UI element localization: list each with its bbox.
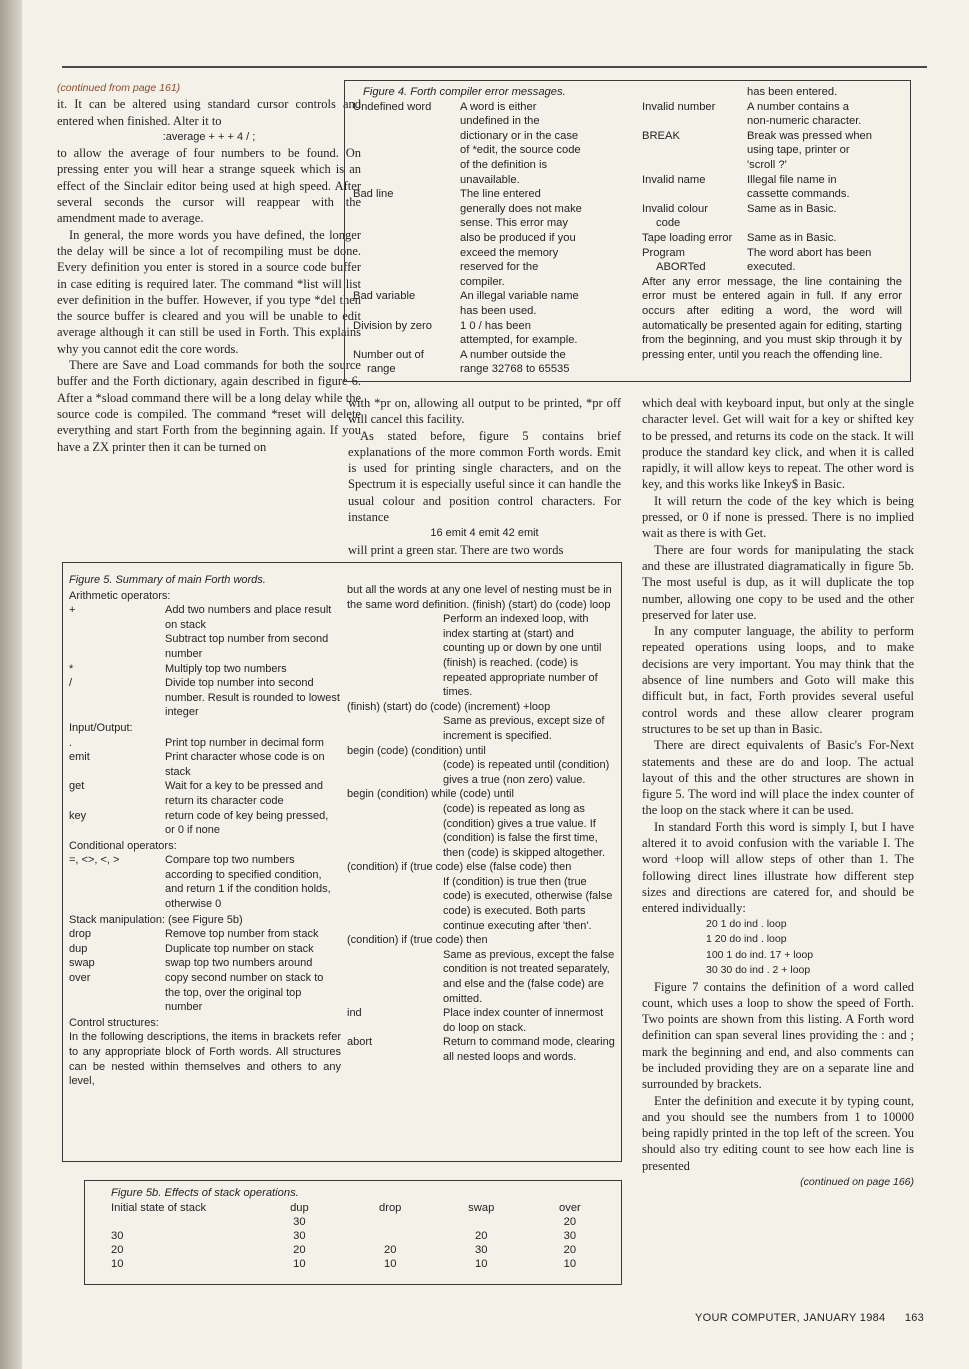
control-desc: (code) is repeated until (condition) gives a true (non zero) value. bbox=[443, 759, 610, 786]
error-entry bbox=[642, 173, 902, 202]
error-desc bbox=[747, 173, 902, 202]
code-line: 100 1 do ind. 17 + loop bbox=[706, 948, 814, 961]
word-name: =, <>, <, > bbox=[69, 854, 120, 867]
error-desc-line: also be produced if you bbox=[460, 231, 576, 244]
word-entry bbox=[69, 750, 341, 779]
error-desc-line: compiler. bbox=[460, 275, 505, 288]
magazine-page bbox=[22, 0, 969, 1369]
section-heading: Arithmetic operators: bbox=[69, 589, 171, 602]
error-name bbox=[345, 187, 460, 289]
paragraph: In any computer language, the ability to perform repeated operations using loops, and to make decisions are very important. You may think that the absence of line numbers and Goto will make this difficult but, in fact, Forth provides several useful control words and these allow clearer program structures to be set up than in Basic. bbox=[642, 624, 914, 736]
word-desc: Subtract top number from second number bbox=[165, 633, 329, 660]
error-entry bbox=[345, 319, 642, 348]
word-entry bbox=[69, 676, 341, 720]
error-name-line: code bbox=[656, 217, 681, 230]
error-desc-line: A number outside the bbox=[460, 348, 566, 361]
word-name: dup bbox=[69, 942, 88, 955]
left-column bbox=[57, 80, 361, 455]
code-block bbox=[642, 917, 914, 979]
word-desc: Multiply top two numbers bbox=[165, 662, 287, 675]
stack-cell: 30 bbox=[563, 1229, 577, 1242]
stack-cell: 10 bbox=[383, 1257, 397, 1270]
error-name-line: Invalid number bbox=[642, 100, 716, 113]
error-desc bbox=[747, 129, 902, 173]
paragraph: As stated before, figure 5 contains brief explanations of the more common Forth words. Emit is used for printing single characters, and on the Spectrum it is especially useful since it can handle the usual colour and position control characters. For instance bbox=[348, 428, 621, 525]
stack-table-heading: Initial state of stack bbox=[111, 1201, 207, 1214]
error-desc bbox=[747, 202, 902, 231]
error-desc bbox=[460, 289, 642, 318]
error-entry bbox=[345, 348, 642, 377]
error-desc-line: Illegal file name in bbox=[747, 173, 837, 186]
control-desc: Same as previous, except the false condition is not treated separately, and else and the (false code) are omitted. bbox=[443, 948, 615, 1005]
error-name-line: Tape loading error bbox=[642, 231, 733, 244]
figure-5-left bbox=[69, 573, 341, 1089]
paragraph: There are Save and Load commands for both the source buffer and the Forth dictionary, again described in figure 6. After a *sload command there will be a long delay while the source code is compiled. The command *reset will delete everything and start Forth from the beginning again. If you have a ZX printer then it can be turned on bbox=[57, 358, 361, 454]
control-syntax: (finish) (start) do (code) (increment) +loop bbox=[347, 700, 551, 713]
error-entry bbox=[345, 187, 642, 289]
error-desc-line: undefined in the bbox=[460, 115, 540, 128]
figure-4-right bbox=[642, 85, 902, 377]
word-name: key bbox=[69, 809, 87, 822]
figure-5-right bbox=[341, 573, 615, 1089]
paragraph: will print a green star. There are two words bbox=[348, 542, 564, 557]
stack-cell: 20 bbox=[563, 1215, 577, 1228]
figure-4-left bbox=[345, 85, 642, 377]
control-desc: Same as previous, except size of increment is specified. bbox=[443, 715, 605, 742]
paragraph: to allow the average of four numbers to be found. On pressing enter you will hear a strange squeek which is an effect of the Sinclair editor being used at high speed. After several seconds the cursor will reappear with the amendment made to average. bbox=[57, 146, 361, 226]
error-desc-line: The line entered bbox=[460, 188, 541, 201]
error-desc-line: A word is either bbox=[460, 100, 537, 113]
word-desc: Compare top two numbers according to specified condition, and return 1 if the condition holds, otherwise 0 bbox=[165, 854, 331, 911]
stack-table-heading: swap bbox=[468, 1201, 495, 1214]
stack-cell: 10 bbox=[293, 1257, 306, 1270]
error-desc-line: generally does not make bbox=[460, 202, 582, 215]
error-desc-line: 'scroll ?' bbox=[747, 158, 787, 171]
word-entry bbox=[69, 603, 341, 632]
error-name-line: Undefined word bbox=[353, 100, 432, 113]
word-desc: Wait for a key to be pressed and return its character code bbox=[165, 780, 323, 807]
word-name: get bbox=[69, 780, 85, 793]
stack-table-row bbox=[111, 1257, 613, 1271]
word-desc: Place index counter of innermost do loop on stack. bbox=[443, 1007, 604, 1034]
error-name bbox=[345, 100, 460, 188]
paragraph: it. It can be altered using standard cursor controls and entered when finished. Alter it to bbox=[57, 97, 361, 128]
control-syntax: (condition) if (true code) then bbox=[347, 934, 488, 947]
word-desc: Print top number in decimal form bbox=[165, 736, 324, 749]
word-desc: copy second number on stack to the top, over the original top number bbox=[165, 972, 324, 1014]
word-desc: Divide top number into second number. Result is rounded to lowest integer bbox=[165, 677, 340, 719]
control-syntax: (condition) if (true code) else (false code) then bbox=[347, 861, 572, 874]
error-name-line: Bad variable bbox=[353, 290, 416, 303]
word-name: / bbox=[69, 677, 73, 690]
error-name-line: Number out of bbox=[353, 348, 424, 361]
paragraph: There are four words for manipulating the stack and these are illustrated diagramatically in figure 5b. The most useful is dup, as it will duplicate the top number, allowing one copy to be used and the other preserved for later use. bbox=[642, 542, 914, 622]
section-heading: Conditional operators: bbox=[69, 839, 177, 852]
control-syntax: begin (condition) while (code) until bbox=[347, 788, 514, 801]
section-heading: Control structures: bbox=[69, 1016, 159, 1029]
word-entry bbox=[69, 942, 341, 957]
word-name: . bbox=[69, 736, 73, 749]
stack-table-row bbox=[111, 1215, 613, 1229]
error-name-line: Invalid name bbox=[642, 173, 706, 186]
word-name: ind bbox=[347, 1007, 362, 1020]
stack-table-heading: over bbox=[559, 1201, 581, 1214]
word-entry bbox=[69, 971, 341, 1015]
word-name: over bbox=[69, 972, 91, 985]
error-desc-line: 1 0 / has been bbox=[460, 319, 531, 332]
error-desc-line: reserved for the bbox=[460, 261, 539, 274]
paragraph: Enter the definition and execute it by typing count, and you should see the numbers from 1 to 10000 being rapidly printed in the top left of the screen. You should also try editing count to see how each line is presented bbox=[642, 1093, 914, 1173]
word-name: swap bbox=[69, 957, 95, 970]
figure-caption: Figure 5. Summary of main Forth words. bbox=[69, 574, 266, 586]
error-desc bbox=[460, 348, 642, 377]
error-desc-line: cassette commands. bbox=[747, 188, 850, 201]
stack-table bbox=[111, 1201, 613, 1271]
binding-shadow bbox=[0, 0, 22, 1369]
top-rule bbox=[62, 66, 927, 68]
error-desc-line: using tape, printer or bbox=[747, 144, 850, 157]
error-desc bbox=[747, 246, 902, 275]
stack-cell: 20 bbox=[475, 1229, 488, 1242]
error-desc-line: The word abort has been bbox=[747, 246, 872, 259]
word-name: * bbox=[69, 662, 74, 675]
error-desc-line: Break was pressed when bbox=[747, 129, 872, 142]
stack-cell: 10 bbox=[111, 1257, 124, 1270]
error-name bbox=[642, 202, 747, 231]
stack-cell bbox=[345, 1215, 436, 1229]
error-entry bbox=[642, 246, 902, 275]
error-name bbox=[642, 246, 747, 275]
paragraph: In standard Forth this word is simply I, but I have altered it to avoid confusion with the variable I. The word +loop will allow steps of other than 1. The following direct lines illustrate how different step sizes and directions are catered for, and should be entered individually: bbox=[642, 819, 914, 916]
error-desc-line: attempted, for example. bbox=[460, 334, 578, 347]
error-name-line: Division by zero bbox=[353, 319, 432, 332]
word-desc: Duplicate top number on stack bbox=[165, 942, 314, 955]
word-entry bbox=[69, 809, 341, 838]
error-name-line: Program bbox=[642, 246, 685, 259]
code-line: 30 30 do ind . 2 + loop bbox=[706, 964, 811, 976]
stack-cell bbox=[436, 1215, 527, 1229]
word-desc: Remove top number from stack bbox=[165, 928, 319, 941]
word-entry bbox=[69, 779, 341, 808]
error-desc bbox=[747, 100, 902, 129]
control-desc: If (condition) is true then (true code) is executed, otherwise (false code) is executed. Both parts continue executing after 'then'. bbox=[443, 875, 613, 932]
error-desc bbox=[747, 231, 902, 246]
page-footer bbox=[695, 1312, 924, 1324]
error-name-line: ABORTed bbox=[656, 261, 706, 274]
error-desc-line: sense. This error may bbox=[460, 217, 568, 230]
footer-text: YOUR COMPUTER, JANUARY 1984 bbox=[695, 1312, 886, 1324]
paragraph: There are direct equivalents of Basic's For-Next statements and these are do and loop. The actual layout of this and the other structures are shown in figure 5. The word ind will place the index counter of the loop on the stack where it can be used. bbox=[642, 738, 914, 818]
stack-cell: 30 bbox=[475, 1243, 488, 1256]
word-name: + bbox=[69, 604, 76, 617]
word-entry bbox=[69, 956, 341, 971]
word-name: emit bbox=[69, 751, 90, 764]
paragraph: It will return the code of the key which is being pressed, or 0 if none is pressed. There is no implied wait as there is with Get. bbox=[642, 493, 914, 541]
word-desc: return code of key being pressed, or 0 if none bbox=[165, 809, 329, 837]
error-desc-line: executed. bbox=[747, 261, 796, 274]
stack-cell bbox=[111, 1215, 254, 1229]
word-desc: Return to command mode, clearing all nested loops and words. bbox=[443, 1036, 615, 1063]
error-name bbox=[642, 100, 747, 129]
right-column bbox=[642, 395, 914, 1190]
error-name bbox=[642, 129, 747, 173]
error-entry bbox=[642, 100, 902, 129]
paragraph: with *pr on, allowing all output to be printed, *pr off will cancel this facility. bbox=[348, 396, 621, 427]
section-heading: Stack manipulation: (see Figure 5b) bbox=[69, 913, 243, 926]
control-syntax: begin (code) (condition) until bbox=[347, 744, 486, 757]
error-name-line: Invalid colour bbox=[642, 202, 708, 215]
word-desc: Print character whose code is on stack bbox=[165, 751, 325, 778]
code-line: :average + + + 4 / ; bbox=[162, 130, 256, 143]
stack-cell: 20 bbox=[563, 1243, 577, 1256]
error-desc-line: unavailable. bbox=[460, 173, 520, 186]
stack-table-row bbox=[111, 1243, 613, 1257]
error-name-line: BREAK bbox=[642, 129, 680, 142]
stack-cell: 20 bbox=[383, 1243, 397, 1256]
stack-cell: 30 bbox=[111, 1229, 124, 1242]
error-entry bbox=[642, 202, 902, 231]
error-desc-line: dictionary or in the case bbox=[460, 129, 579, 142]
figure-4-box bbox=[344, 80, 911, 382]
paragraph: In general, the more words you have defined, the longer the delay will be since a lot of recompiling must be done. Every definition you enter is stored in a source code buffer in case editing is required later. The command *list will list ever definition in the buffer. However, if you type *del then the source buffer is cleared and you will be unable to edit average although it can still be used in Forth. This explains why you cannot edit the core words. bbox=[57, 227, 361, 356]
figure-5-box bbox=[62, 562, 622, 1162]
error-desc-line: of the definition is bbox=[460, 158, 548, 171]
stack-table-heading: dup bbox=[290, 1201, 309, 1214]
error-entry bbox=[345, 100, 642, 188]
error-name bbox=[642, 231, 747, 246]
code-line: 1 20 do ind . loop bbox=[706, 933, 787, 945]
stack-cell: 30 bbox=[293, 1215, 306, 1228]
word-entry bbox=[69, 662, 341, 677]
middle-column bbox=[348, 395, 621, 558]
control-desc: (code) is repeated as long as (condition) gives a true value. If (condition) is false the first time, then (code) is skipped altogether. bbox=[443, 802, 606, 859]
figure-caption: Figure 5b. Effects of stack operations. bbox=[111, 1187, 299, 1199]
error-desc-line: An illegal variable name bbox=[460, 290, 579, 303]
error-desc-line: range 32768 to 65535 bbox=[460, 363, 570, 376]
word-entry bbox=[69, 632, 341, 661]
word-name bbox=[69, 632, 165, 661]
word-name: abort bbox=[347, 1036, 373, 1049]
error-desc-line: of *edit, the source code bbox=[460, 144, 581, 157]
stack-cell: 10 bbox=[475, 1257, 488, 1270]
error-desc bbox=[460, 187, 642, 289]
error-desc-line: non-numeric character. bbox=[747, 115, 862, 128]
error-name bbox=[345, 319, 460, 348]
error-note: After any error message, the line containing the error must be entered again in full. If any error occurs after editing a word, the word will automatically be presented again for editing, starting from the beginning, and you must skip through it by pressing enter, until you reach the offending line. bbox=[642, 275, 902, 361]
word-desc: Add two numbers and place result on stack bbox=[165, 604, 332, 631]
error-desc: has been entered. bbox=[747, 86, 838, 98]
error-name bbox=[642, 173, 747, 202]
control-desc: Perform an indexed loop, with index starting at (start) and counting up or down by one until (finish) is reached. (code) is repeated appropriate number of times. bbox=[443, 613, 602, 699]
word-entry bbox=[69, 927, 341, 942]
word-name: drop bbox=[69, 928, 92, 941]
error-entry bbox=[345, 289, 642, 318]
error-desc-line: Same as in Basic. bbox=[747, 202, 837, 215]
error-entry bbox=[642, 231, 902, 246]
stack-cell bbox=[345, 1229, 436, 1243]
stack-cell: 10 bbox=[563, 1257, 577, 1270]
code-line: 16 emit 4 emit 42 emit bbox=[430, 527, 539, 540]
word-entry bbox=[69, 853, 341, 911]
stack-table-header bbox=[111, 1201, 613, 1215]
error-name-line: Bad line bbox=[353, 188, 394, 201]
error-desc-line: A number contains a bbox=[747, 100, 849, 113]
continued-on: (continued on page 166) bbox=[800, 1176, 914, 1189]
continued-from: (continued from page 161) bbox=[57, 82, 181, 94]
stack-cell: 20 bbox=[293, 1243, 306, 1256]
error-desc-line: Same as in Basic. bbox=[747, 231, 837, 244]
section-heading: Input/Output: bbox=[69, 721, 133, 734]
error-name-line: range bbox=[367, 363, 396, 376]
word-entry bbox=[69, 736, 341, 751]
error-desc-line: has been used. bbox=[460, 304, 537, 317]
stack-cell: 20 bbox=[111, 1243, 124, 1256]
figure-5b-box bbox=[84, 1180, 622, 1285]
figure-caption: Figure 4. Forth compiler error messages. bbox=[363, 86, 566, 98]
error-name bbox=[345, 289, 460, 318]
paragraph: Figure 7 contains the definition of a word called count, which uses a loop to show the speed of Forth. Two points are shown from this listing. A Forth word definition can span several lines providing the : and ; mark the beginning and end, and also comments can be included providing they are on a separate line and surrounded by brackets. bbox=[642, 979, 914, 1092]
error-name bbox=[345, 348, 460, 377]
paragraph: which deal with keyboard input, but only at the single character level. Get will wait for a key or shifted key to be pressed, and returns its code on the stack. It will produce the standard key click, and when it is called rapidly, it will allow keys to repeat. The other word is key, and this works like Inkey$ in Basic. bbox=[642, 396, 914, 492]
code-line: 20 1 do ind . loop bbox=[706, 917, 787, 930]
error-desc-line: exceed the memory bbox=[460, 246, 559, 259]
word-desc: swap top two numbers around bbox=[165, 957, 313, 970]
page-number: 163 bbox=[904, 1312, 925, 1324]
stack-cell: 30 bbox=[293, 1229, 306, 1242]
error-desc bbox=[460, 319, 642, 348]
error-desc bbox=[460, 100, 642, 188]
control-intro: but all the words at any one level of nesting must be in the same word definition. (finish) (start) do (code) loop bbox=[347, 584, 612, 611]
section-text: In the following descriptions, the items in brackets refer to any appropriate block of Forth words. All structures can be nested within themselves and others to any level, bbox=[69, 1031, 341, 1088]
stack-table-row bbox=[111, 1229, 613, 1243]
error-entry bbox=[642, 129, 902, 173]
stack-table-heading: drop bbox=[379, 1201, 402, 1214]
